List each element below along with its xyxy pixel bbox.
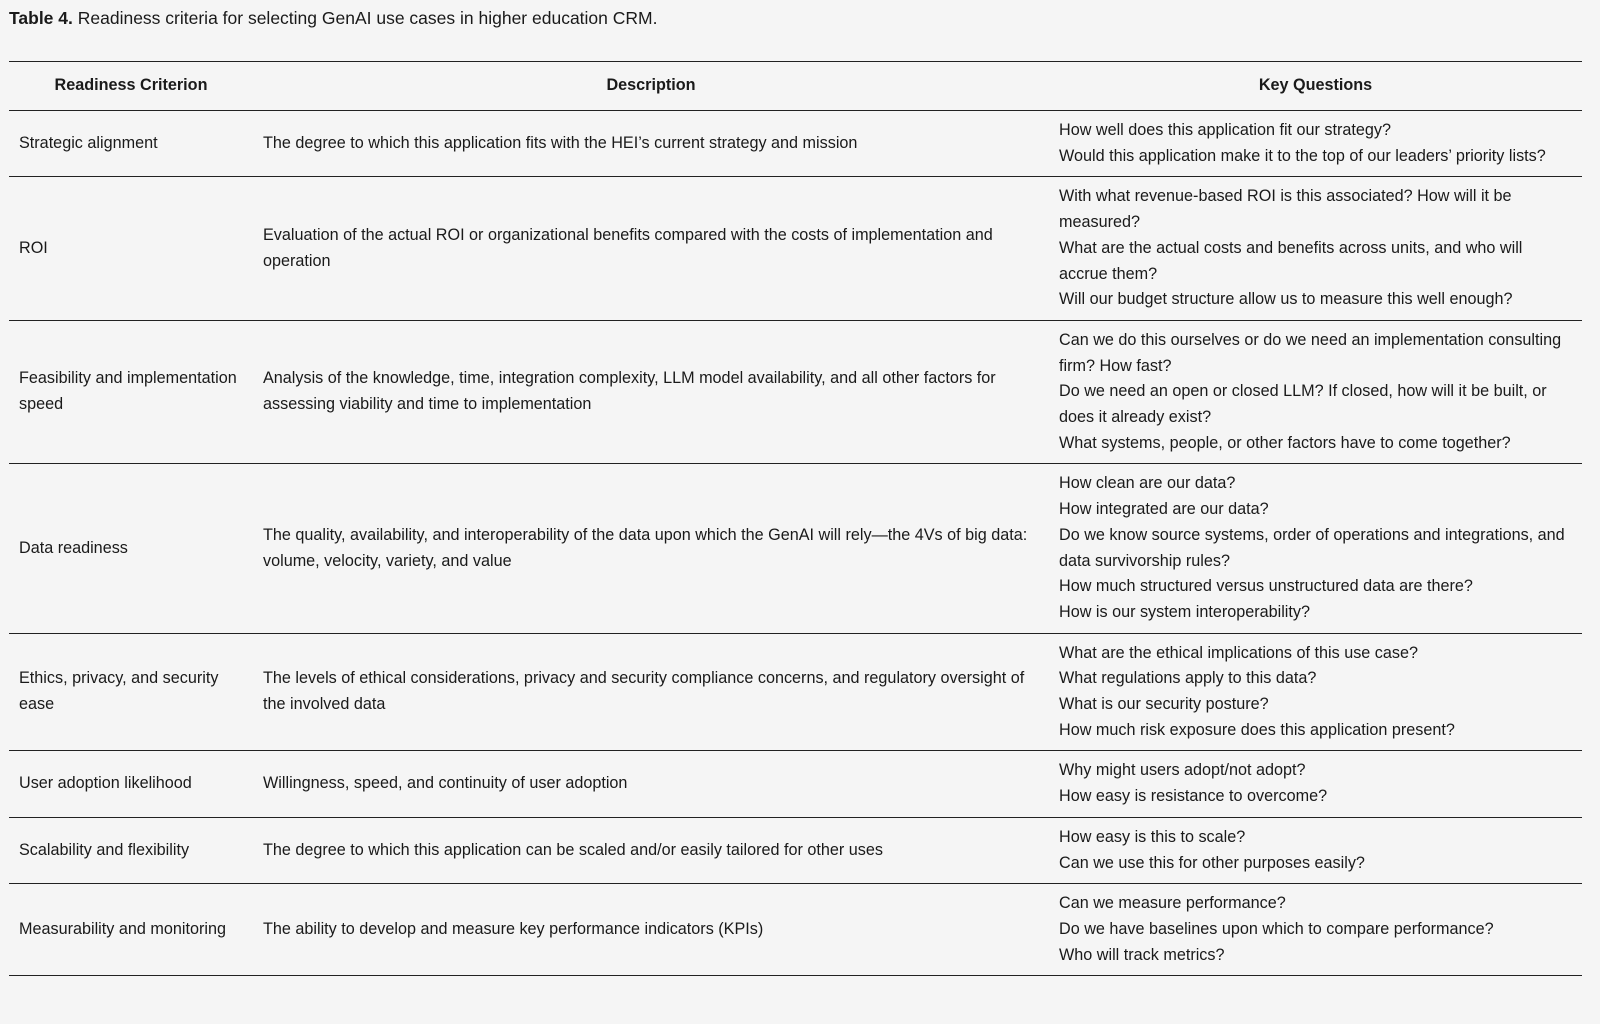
key-questions-cell xyxy=(1049,884,1582,976)
key-question: What are the ethical implications of this use case? xyxy=(1059,643,1419,662)
key-questions-cell xyxy=(1049,817,1582,883)
table-row xyxy=(9,884,1582,976)
table-header-row xyxy=(9,62,1582,111)
key-question: What is our security posture? xyxy=(1059,695,1269,714)
table-row xyxy=(9,177,1582,321)
key-questions-cell xyxy=(1049,320,1582,464)
key-question: Do we have baselines upon which to compare performance? xyxy=(1059,919,1494,938)
key-questions-cell xyxy=(1049,177,1582,321)
table-row xyxy=(9,320,1582,464)
table-row xyxy=(9,633,1582,751)
column-header-key-questions: Key Questions xyxy=(1258,76,1373,95)
criterion-cell: ROI xyxy=(19,238,48,257)
description-cell: The ability to develop and measure key performance indicators (KPIs) xyxy=(263,919,764,938)
table-caption-label: Table 4. xyxy=(9,8,73,28)
table-caption xyxy=(9,7,657,29)
key-question: How integrated are our data? xyxy=(1059,500,1269,519)
key-questions-cell xyxy=(1049,111,1582,177)
criterion-cell: Strategic alignment xyxy=(19,133,158,152)
criterion-cell: Scalability and flexibility xyxy=(19,840,190,859)
table-row xyxy=(9,751,1582,817)
key-question: What systems, people, or other factors have to come together? xyxy=(1059,433,1511,452)
description-cell: The levels of ethical considerations, privacy and security compliance concerns, and regulatory oversight of the involved data xyxy=(263,669,1025,714)
key-questions-cell xyxy=(1049,633,1582,751)
table-body xyxy=(9,111,1582,976)
key-question: Can we do this ourselves or do we need an implementation consulting firm? How fast? xyxy=(1059,330,1562,375)
key-questions-cell xyxy=(1049,751,1582,817)
key-question: How clean are our data? xyxy=(1059,474,1236,493)
criterion-cell: Ethics, privacy, and security ease xyxy=(19,669,219,714)
key-question: Will our budget structure allow us to measure this well enough? xyxy=(1059,290,1513,309)
key-question: Can we use this for other purposes easily? xyxy=(1059,853,1365,872)
readiness-criteria-table xyxy=(9,61,1582,976)
table-header xyxy=(9,62,1582,111)
description-cell: The degree to which this application fits with the HEI’s current strategy and mission xyxy=(263,133,858,152)
key-question: How much structured versus unstructured data are there? xyxy=(1059,577,1473,596)
key-question: How easy is this to scale? xyxy=(1059,827,1246,846)
criterion-cell: Feasibility and implementation speed xyxy=(19,369,237,414)
key-question: How much risk exposure does this application present? xyxy=(1059,720,1455,739)
key-question: How well does this application fit our strategy? xyxy=(1059,121,1392,139)
criterion-cell: Measurability and monitoring xyxy=(19,919,226,938)
table-row xyxy=(9,464,1582,633)
description-cell: The quality, availability, and interoperability of the data upon which the GenAI will rely—the 4Vs of big data: volume, velocity, variety, and value xyxy=(263,525,1028,570)
key-question: What regulations apply to this data? xyxy=(1059,669,1317,688)
table-caption-text: Readiness criteria for selecting GenAI use cases in higher education CRM. xyxy=(72,8,658,28)
key-question: Why might users adopt/not adopt? xyxy=(1059,761,1306,780)
criterion-cell: Data readiness xyxy=(19,538,128,557)
table-row xyxy=(9,817,1582,883)
description-cell: The degree to which this application can be scaled and/or easily tailored for other uses xyxy=(263,840,883,859)
column-header-criterion: Readiness Criterion xyxy=(54,76,208,95)
key-question: What are the actual costs and benefits across units, and who will accrue them? xyxy=(1059,238,1523,283)
criterion-cell: User adoption likelihood xyxy=(19,774,192,793)
key-question: How easy is resistance to overcome? xyxy=(1059,787,1328,806)
description-cell: Willingness, speed, and continuity of user adoption xyxy=(263,774,628,793)
key-questions-cell xyxy=(1049,464,1582,633)
column-header-description: Description xyxy=(606,76,696,95)
description-cell: Analysis of the knowledge, time, integration complexity, LLM model availability, and all other factors for assessing viability and time to implementation xyxy=(263,369,996,414)
key-question: How is our system interoperability? xyxy=(1059,602,1311,621)
key-question: Who will track metrics? xyxy=(1059,945,1225,964)
table-row xyxy=(9,111,1582,177)
key-question: Can we measure performance? xyxy=(1059,894,1286,913)
key-question: Do we know source systems, order of operations and integrations, and data survivorship rules? xyxy=(1059,525,1565,570)
key-question: With what revenue-based ROI is this associated? How will it be measured? xyxy=(1059,187,1512,232)
key-question: Would this application make it to the top of our leaders’ priority lists? xyxy=(1059,146,1546,165)
key-question: Do we need an open or closed LLM? If closed, how will it be built, or does it already exist? xyxy=(1059,382,1547,427)
description-cell: Evaluation of the actual ROI or organizational benefits compared with the costs of implementation and operation xyxy=(263,225,993,270)
